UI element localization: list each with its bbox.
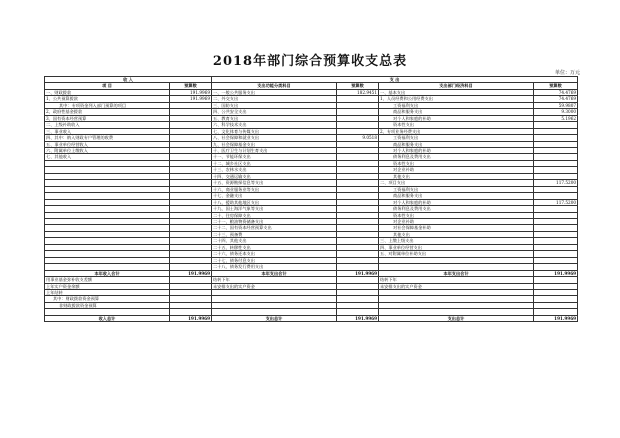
econ-budget: 117.5200 [534,180,578,186]
econ-budget: 117.5200 [534,199,578,205]
econ-item: 其他支出 [379,173,534,179]
econ-item: 结转下年 [379,277,534,283]
func-item: 一、一般公共服务支出 [212,89,337,95]
year-func-total-label: 本年支出合计 [212,270,337,276]
func-item: 十二、城乡社区支出 [212,160,337,166]
income-item: 三、事业收入 [45,128,170,134]
func-item: 十九、国土海洋气象等支出 [212,206,337,212]
func-item: 十一、节能环保支出 [212,154,337,160]
year-income-total-label: 本年收入合计 [45,270,170,276]
func-item: 十、医疗卫生与计划生育支出 [212,147,337,153]
income-item: 七、其他收入 [45,154,170,160]
func-item: 十四、交通运输支出 [212,173,337,179]
econ-item: 其他支出 [379,231,534,237]
func-item: 二十四、其他支出 [212,238,337,244]
grand-func-total-value: 191.9969 [337,315,379,321]
econ-item: 商品和服务支出 [379,109,534,115]
func-item: 七、文化体育与传媒支出 [212,128,337,134]
func-item: 八、社会保障和就业支出 [212,135,337,141]
func-item: 二十二、国有资本经营预算支出 [212,225,337,231]
econ-item: 商品和服务支出 [379,141,534,147]
econ-item: 债务利息及费用支出 [379,154,534,160]
func-item: 五、教育支出 [212,115,337,121]
income-budget: 191.9969 [170,96,212,102]
year-func-total-value: 191.9969 [337,270,379,276]
econ-item: 对个人和家庭的补助 [379,147,534,153]
econ-item: 对个人和家庭的补助 [379,115,534,121]
year-econ-total-label: 本年支出合计 [379,270,534,276]
econ-budget: 74.4769 [534,96,578,102]
econ-item: 对企业补助 [379,218,534,224]
func-item: 十八、援助其他地区支出 [212,199,337,205]
year-econ-total-value: 191.9969 [534,270,578,276]
econ-item: 五、对附属单位补助支出 [379,251,534,257]
func-budget: 9.0518 [337,135,379,141]
budget-header: 预算数 [170,83,212,89]
econ-item: 2、专项业务经费支出 [379,128,534,134]
income-item: 上年实户资金余额 [45,283,170,289]
grand-econ-total-label: 支出总计 [379,315,534,321]
income-item: 非财政拨款资金预算 [45,302,170,308]
econ-budget: 5.1962 [534,115,578,121]
econ-item-header: 支出部门经济科目 [379,83,534,89]
income-item: 用事业基金弥补收支差额 [45,277,170,283]
func-item: 二十三、预备费 [212,231,337,237]
income-item: 2、政府性基金拨款 [45,109,170,115]
budget-header: 预算数 [337,83,379,89]
page-title: 2018年部门综合预算收支总表 [212,54,408,69]
func-item: 十六、商业服务业等支出 [212,186,337,192]
econ-item: 工资福利支出 [379,186,534,192]
budget-table [44,76,578,322]
econ-item: 对个人和家庭的补助 [379,199,534,205]
econ-budget: 59.9807 [534,102,578,108]
income-item: 3、国有资本经营预算 [45,115,170,121]
func-item: 十三、农林水支出 [212,167,337,173]
income-item: 二、上级补助收入 [45,122,170,128]
func-item: 四、公共安全支出 [212,109,337,115]
econ-budget: 74.4769 [534,89,578,95]
func-budget: 182.9451 [337,89,379,95]
income-item: 上年结转 [45,289,170,295]
func-item: 二十五、转移性支出 [212,244,337,250]
func-item: 十五、资源勘探信息等支出 [212,180,337,186]
econ-item: 商品和服务支出 [379,193,534,199]
unit-label: 单位：万元 [554,70,580,76]
income-item: 其中：财政拨款资金预算 [45,296,170,302]
econ-item: 资本性支出 [379,122,534,128]
grand-econ-total-value: 191.9969 [534,315,578,321]
econ-item: 未安排支出的实户资金 [379,283,534,289]
income-item: 六、附属单位上缴收入 [45,147,170,153]
func-item: 二、外交支出 [212,96,337,102]
income-item: 五、事业单位经营收入 [45,141,170,147]
grand-income-total-label: 收入总计 [45,315,170,321]
func-item: 二十、住房保障支出 [212,212,337,218]
income-header: 收 入 [45,77,212,83]
func-item-header: 支出功能分类科目 [212,83,337,89]
econ-item: 债务利息及费用支出 [379,206,534,212]
func-item: 未安排支出的实户资金 [212,283,337,289]
func-item: 三、国防支出 [212,102,337,108]
year-income-total-value: 191.9969 [170,270,212,276]
income-item: 一、财政拨款 [45,89,170,95]
grand-func-total-label: 支出总计 [212,315,337,321]
econ-item: 工资福利支出 [379,102,534,108]
grand-income-total-value: 191.9969 [170,315,212,321]
income-budget: 191.9969 [170,89,212,95]
econ-item: 1、人员经费和公用经费支出 [379,96,534,102]
income-item: 四、其中：纳入财政专户管理的收费 [45,135,170,141]
econ-budget: 9.3000 [534,109,578,115]
econ-item: 二、项目支出 [379,180,534,186]
func-item: 二十八、债务发行费用支出 [212,264,337,270]
func-item: 十七、金融支出 [212,193,337,199]
econ-item: 工资福利支出 [379,135,534,141]
expense-header: 支 出 [212,77,578,83]
income-item: 1、公共预算拨款 [45,96,170,102]
econ-item: 对企业补助 [379,167,534,173]
econ-item: 对社会保障基金补助 [379,225,534,231]
econ-item: 四、事业单位经营支出 [379,244,534,250]
econ-item: 资本性支出 [379,160,534,166]
econ-item: 一、基本支出 [379,89,534,95]
income-item: 其中：专项资金列入部门预算的项目 [45,102,170,108]
grand-total-row [45,315,578,321]
func-item: 六、科学技术支出 [212,122,337,128]
func-item: 结转下年 [212,277,337,283]
item-header: 项 目 [45,83,170,89]
func-item: 九、社会保障基金支出 [212,141,337,147]
budget-header: 预算数 [534,83,578,89]
econ-item: 资本性支出 [379,212,534,218]
func-item: 二十七、债务付息支出 [212,257,337,263]
econ-item: 三、上缴上级支出 [379,238,534,244]
func-item: 二十六、债务还本支出 [212,251,337,257]
func-item: 二十一、粮油物资储备支出 [212,218,337,224]
